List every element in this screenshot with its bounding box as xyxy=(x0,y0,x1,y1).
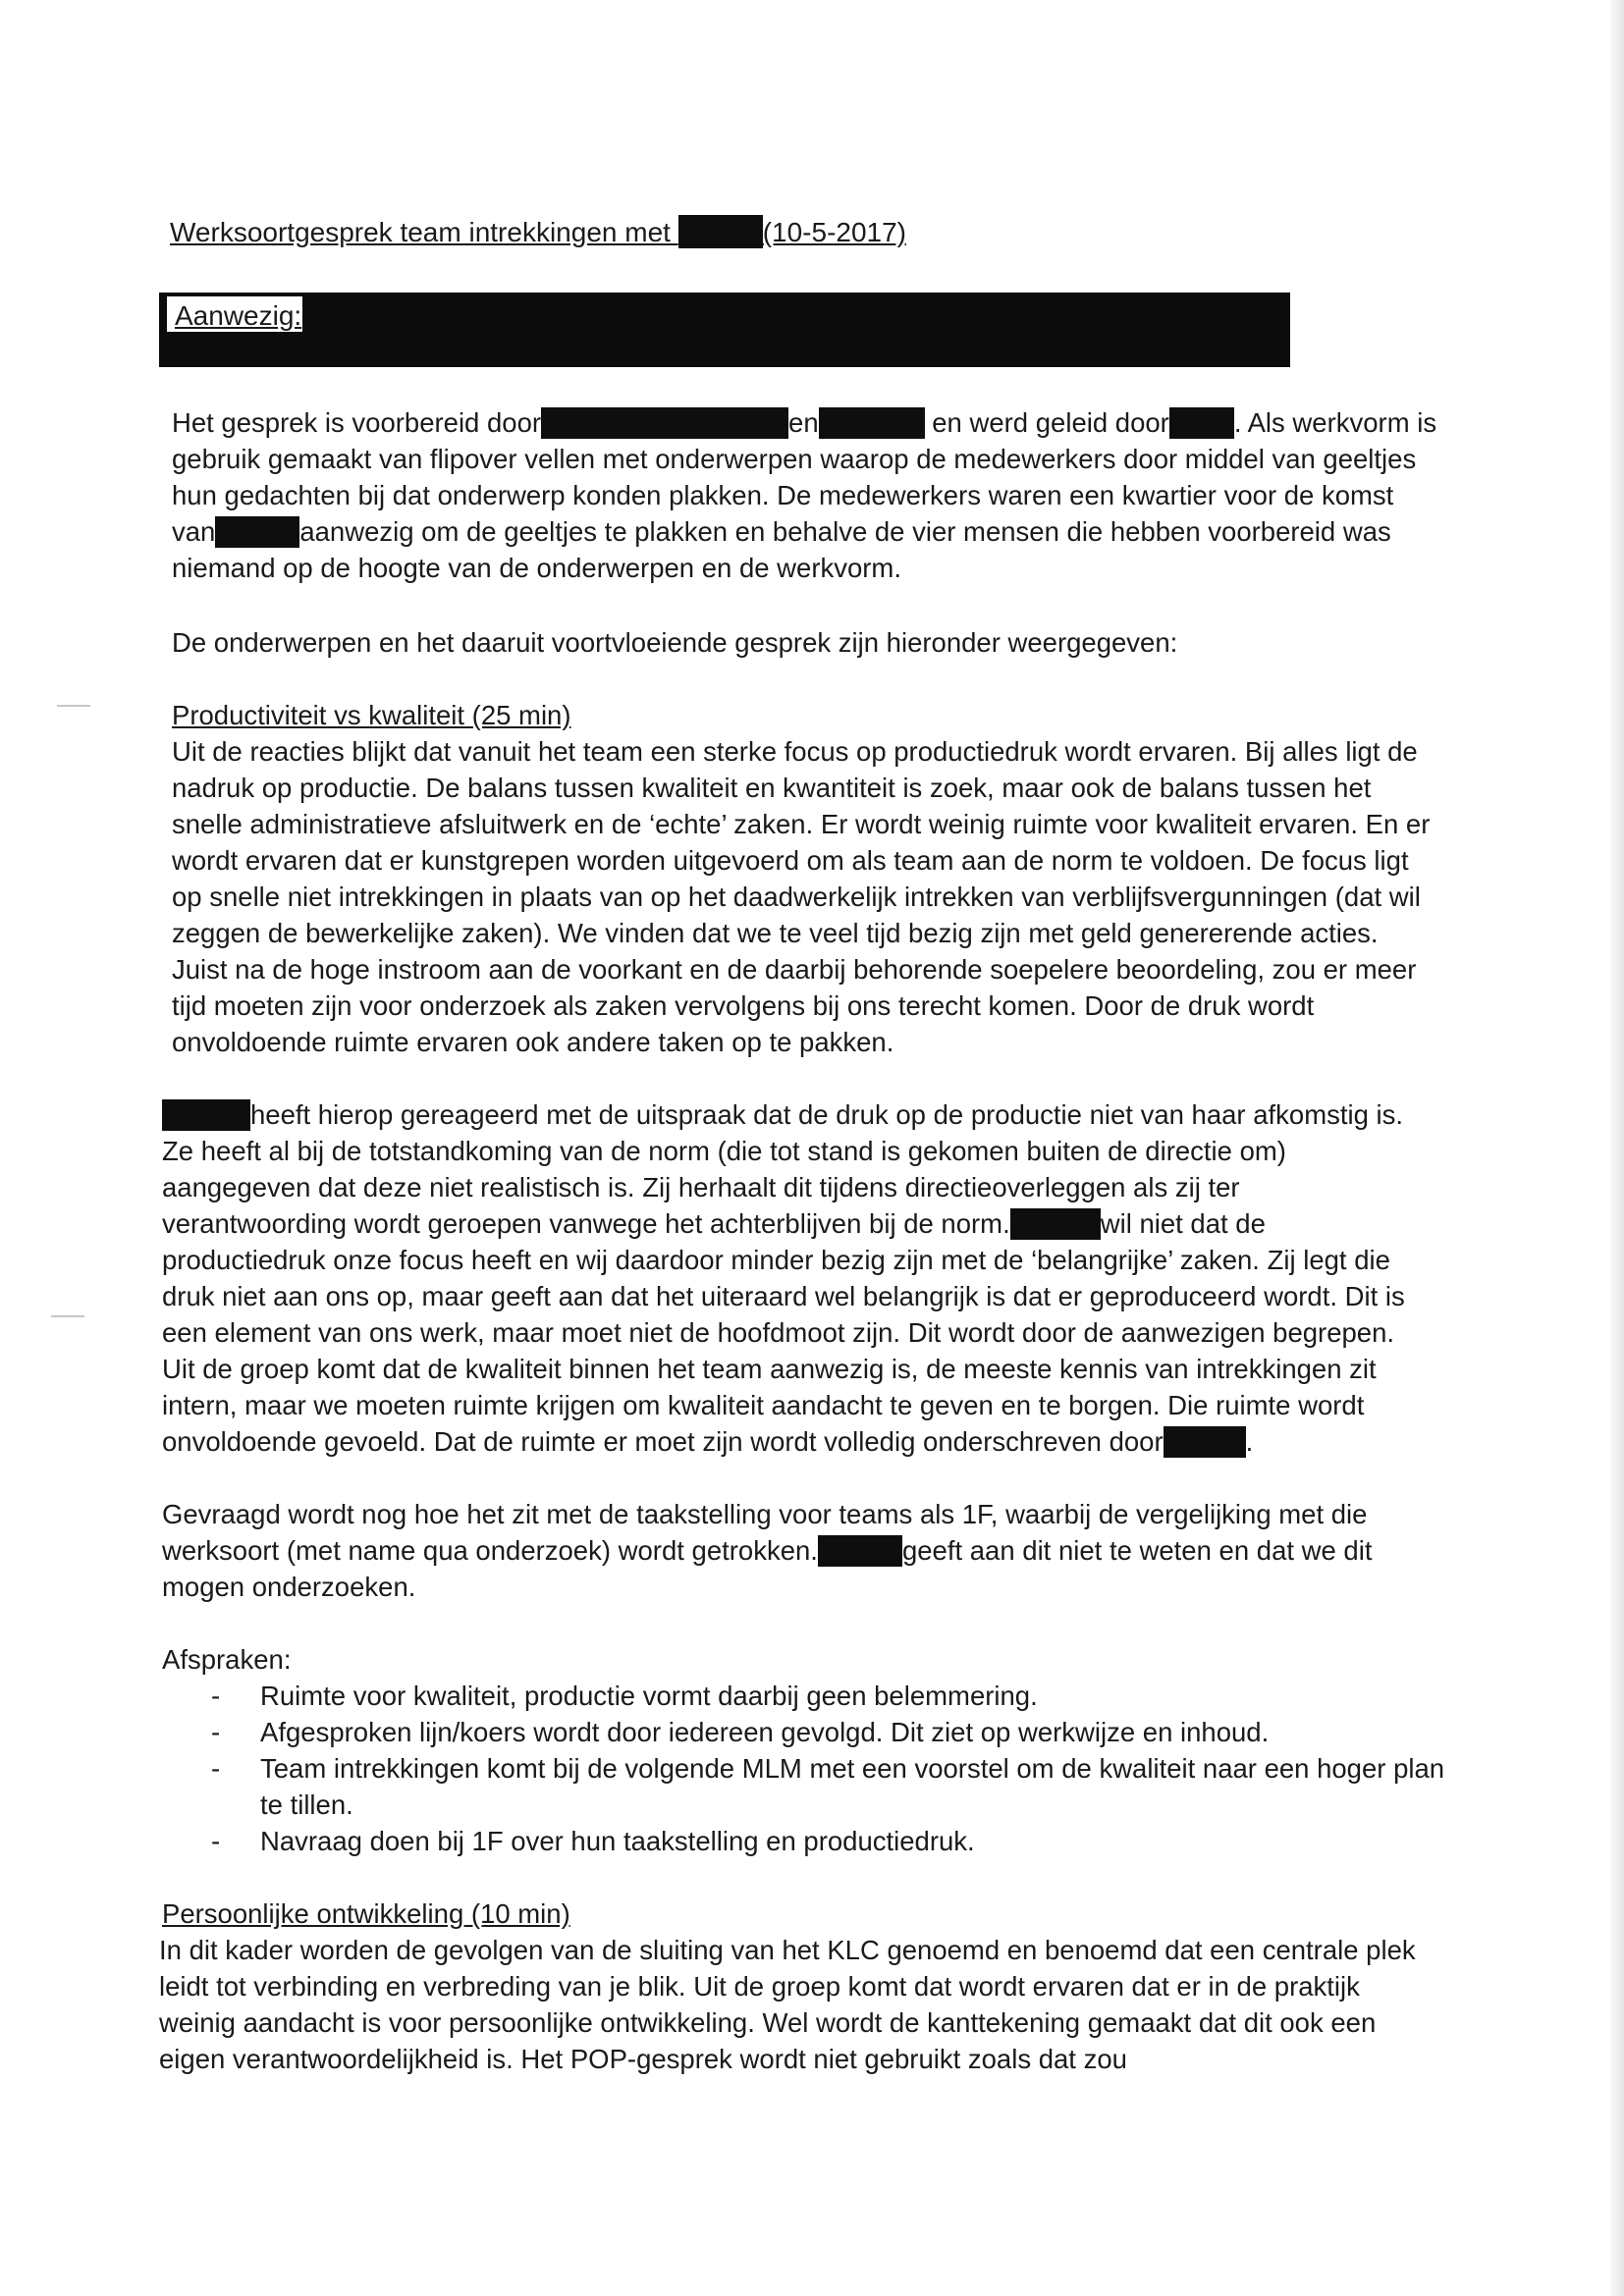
intro-text: Het gesprek is voorbereid door xyxy=(172,407,542,438)
list-item-text: Navraag doen bij 1F over hun taakstelling en productiedruk. xyxy=(260,1826,975,1856)
title-date: (10-5-2017) xyxy=(762,217,907,247)
response-text: . xyxy=(1245,1426,1254,1457)
redaction-block xyxy=(678,215,763,248)
attendees-label: Aanwezig: xyxy=(175,300,302,331)
redaction-block xyxy=(1169,407,1234,439)
title-text: Werksoortgesprek team intrekkingen met xyxy=(170,217,678,247)
list-bullet: - xyxy=(211,1681,221,1711)
list-item xyxy=(211,1823,1448,1859)
intro-text: . Als werkvorm is gebruik gemaakt van flipover vellen met onderwerpen waarop de medewerkers door middel van geeltjes hun gedachten bij dat onderwerp konden plakken. De medewerkers waren een kwartier voor de komst van xyxy=(172,407,1437,547)
question-text: geeft aan dit niet te weten en dat we dit mogen onderzoeken. xyxy=(162,1535,1373,1602)
list-item xyxy=(211,1750,1448,1823)
redaction-block xyxy=(541,407,788,439)
redaction-block xyxy=(818,1535,902,1567)
productivity-paragraph: Uit de reacties blijkt dat vanuit het team een sterke focus op productiedruk wordt ervaren. Bij alles ligt de nadruk op productie. De balans tussen kwaliteit en kwantiteit is zoek, maar ook de balans tussen het snelle administratieve afsluitwerk en de ‘echte’ zaken. Er wordt weinig ruimte voor kwaliteit ervaren. En er wordt ervaren dat er kunstgrepen worden uitgevoerd om als team aan de norm te voldoen. De focus ligt op snelle niet intrekkingen in plaats van op het daadwerkelijk intrekken van verblijfsvergunningen (dat wil zeggen de bewerkelijke zaken). We vinden dat we te veel tijd bezig zijn met geld genererende acties. Juist na de hoge instroom aan de voorkant en de daarbij behorende soepelere beoordeling, zou er meer tijd moeten zijn voor onderzoek als zaken vervolgens bij ons terecht komen. Door de druk wordt onvoldoende ruimte ervaren ook andere taken op te pakken. xyxy=(172,736,1431,1057)
section-heading-productivity: Productiviteit vs kwaliteit (25 min) xyxy=(172,700,571,730)
attendees-redacted xyxy=(159,293,1290,367)
redaction-block xyxy=(215,516,299,548)
list-bullet: - xyxy=(211,1717,221,1747)
intro-text: en xyxy=(788,407,819,438)
redaction-block xyxy=(162,1099,250,1131)
response-text: heeft hierop gereageerd met de uitspraak dat de druk op de productie niet van haar afkomstig is. Ze heeft al bij de totstandkoming van de norm (die tot stand is gekomen buiten de directie om) aangegeven dat deze niet realistisch is. Zij herhaalt dit tijdens directieoverleggen als zij ter verantwoording wordt geroepen vanwege het achterblijven bij de norm. xyxy=(162,1099,1404,1239)
list-item-text: Afgesproken lijn/koers wordt door iedereen gevolgd. Dit ziet op werkwijze en inhoud. xyxy=(260,1717,1270,1747)
intro-paragraph xyxy=(172,404,1438,586)
scan-edge xyxy=(1610,0,1624,2296)
list-item-text: Team intrekkingen komt bij de volgende MLM met een voorstel om de kwaliteit naar een hoger plan te tillen. xyxy=(260,1753,1445,1820)
response-text: wil niet dat de productiedruk onze focus heeft en wij daardoor minder bezig zijn met de ‘belangrijke’ zaken. Zij legt die druk niet aan ons op, maar geeft aan dat het uiteraard wel belangrijk is dat er geproduceerd wordt. Dit is een element van ons werk, maar moet niet de hoofdmoot zijn. Dit wordt door de aanwezigen begrepen. Uit de groep komt dat de kwaliteit binnen het team aanwezig is, de meeste kennis van intrekkingen zit intern, maar we moeten ruimte krijgen om kwaliteit aandacht te geven en te borgen. Die ruimte wordt onvoldoende gevoeld. Dat de ruimte er moet zijn wordt volledig onderschreven door xyxy=(162,1208,1405,1457)
subjects-intro: De onderwerpen en het daaruit voortvloeiende gesprek zijn hieronder weergegeven: xyxy=(172,627,1178,658)
agreements-list xyxy=(211,1678,1448,1859)
personal-development-paragraph: In dit kader worden de gevolgen van de sluiting van het KLC genoemd en benoemd dat een centrale plek leidt tot verbinding en verbreding van je blik. Uit de groep komt dat wordt ervaren dat er in de praktijk weinig aandacht is voor persoonlijke ontwikkeling. Wel wordt de kanttekening gemaakt dat dit ook een eigen verantwoordelijkheid is. Het POP-gesprek wordt niet gebruikt zoals dat zou xyxy=(159,1935,1416,2074)
list-bullet: - xyxy=(211,1753,221,1784)
redaction-block xyxy=(1010,1208,1101,1240)
intro-text: aanwezig om de geeltjes te plakken en behalve de vier mensen die hebben voorbereid was niemand op de hoogte van de onderwerpen en de werkvorm. xyxy=(172,516,1391,583)
redaction-block xyxy=(1164,1426,1246,1458)
list-bullet: - xyxy=(211,1826,221,1856)
document-title xyxy=(170,214,1446,250)
list-item xyxy=(211,1714,1448,1750)
question-paragraph xyxy=(162,1496,1429,1605)
list-item xyxy=(211,1678,1448,1714)
response-paragraph xyxy=(162,1096,1429,1460)
scan-mark xyxy=(51,1315,84,1317)
agreements-heading: Afspraken: xyxy=(162,1644,292,1675)
intro-text: en werd geleid door xyxy=(924,407,1169,438)
redaction-block xyxy=(819,407,925,439)
list-item-text: Ruimte voor kwaliteit, productie vormt daarbij geen belemmering. xyxy=(260,1681,1038,1711)
question-text: Gevraagd wordt nog hoe het zit met de taakstelling voor teams als 1F, waarbij de vergelijking met die werksoort (met name qua onderzoek) wordt getrokken. xyxy=(162,1499,1368,1566)
scan-mark xyxy=(57,705,90,707)
section-heading-personal-development: Persoonlijke ontwikkeling (10 min) xyxy=(162,1898,570,1929)
